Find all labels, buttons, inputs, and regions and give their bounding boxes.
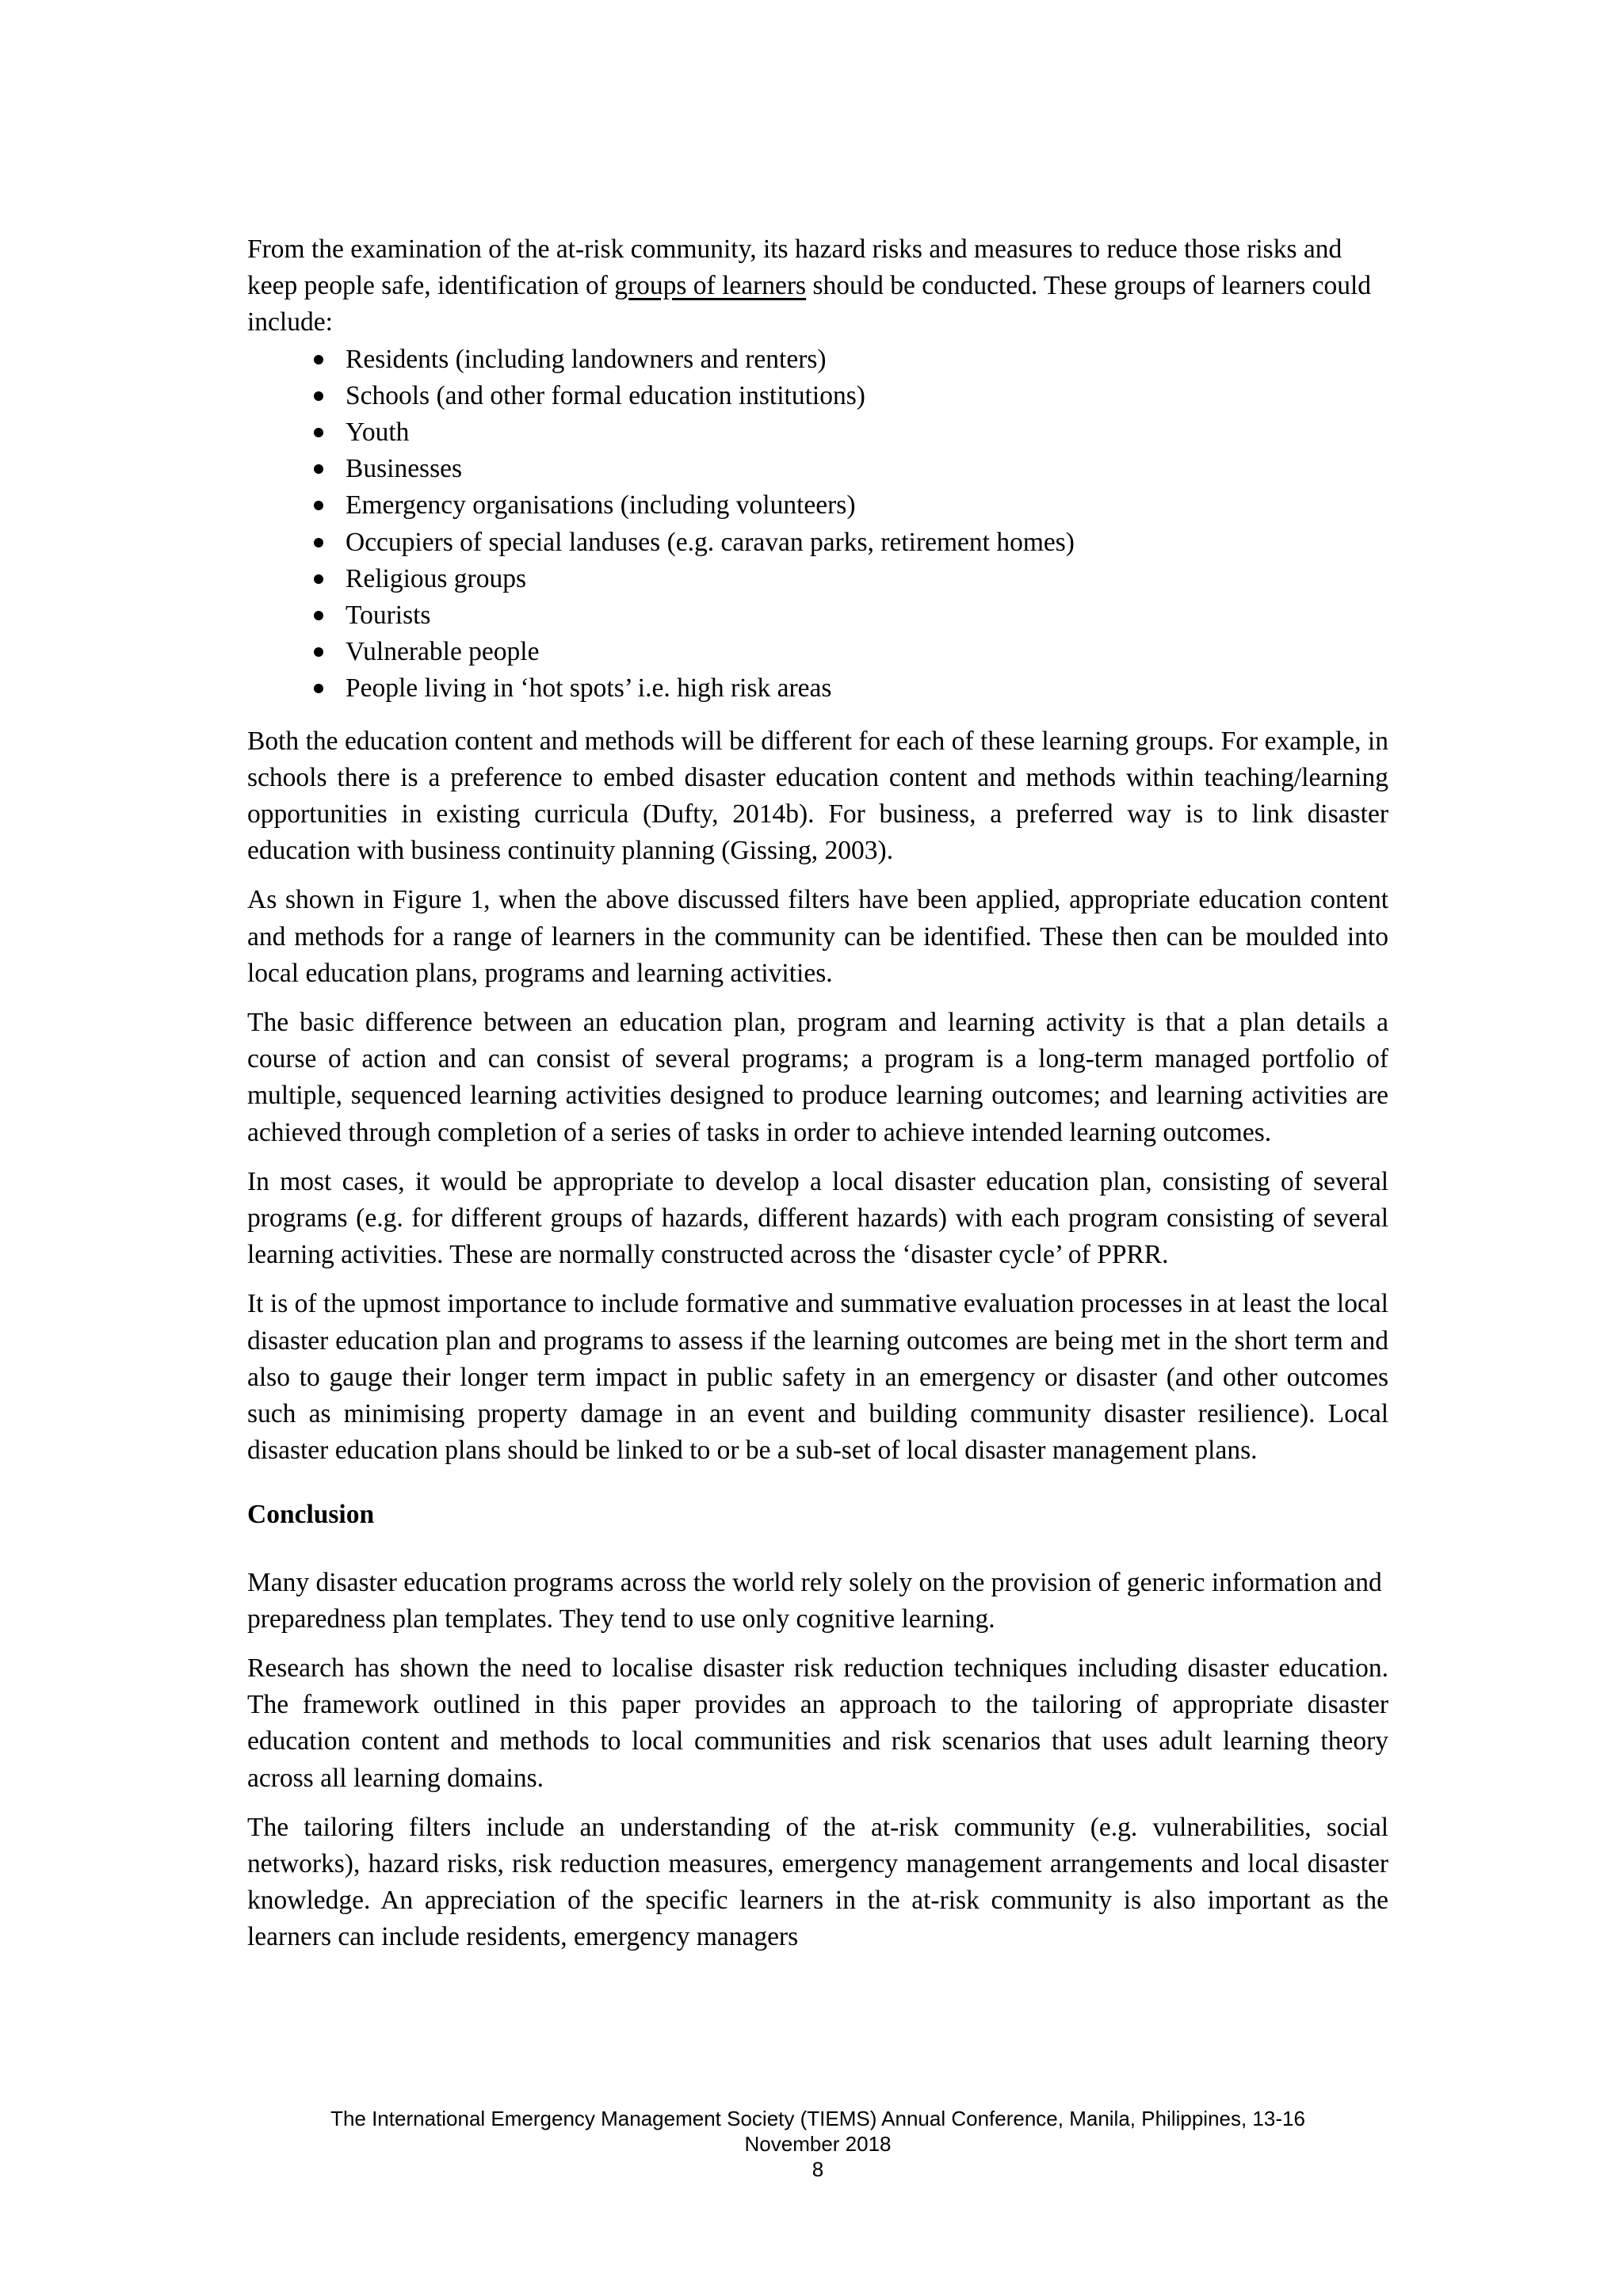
footer-conference-line: The International Emergency Management Society (TIEMS) Annual Conference, Manila, Philippines, 13-16 [330, 2107, 1305, 2130]
body-paragraph-evaluation: It is of the upmost importance to include formative and summative evaluation processes in at least the local disaster education plan and programs to assess if the learning outcomes are being met in the short term and also to gauge their longer term impact in public safety in an emergency or disaster (and other outcomes such as minimising property damage in an event and building community disaster resilience). Local disaster education plans should be linked to or be a sub-set of local disaster management plans. [247, 1289, 1388, 1466]
bullet-icon [314, 428, 323, 437]
list-item-text: People living in ‘hot spots’ i.e. high risk areas [346, 673, 832, 704]
body-paragraph-plan-program-activity: The basic difference between an education plan, program and learning activity is that a plan details a course of action and can consist of several programs; a program is a long-term managed portfolio of multiple, sequenced learning activities designed to produce learning outcomes; and learning activities are achieved through completion of a series of tasks in order to achieve intended learning outcomes. [247, 1008, 1388, 1147]
conclusion-paragraph-research: Research has shown the need to localise disaster risk reduction techniques including disaster education. The framework outlined in this paper provides an approach to the tailoring of appropriate disaster education content and methods to local communities and risk scenarios that uses adult learning theory across all learning domains. [247, 1653, 1388, 1793]
intro-text-after: should be conducted. These groups of learners could include: [247, 271, 1372, 338]
bullet-icon [314, 464, 323, 474]
list-item [314, 670, 1388, 707]
body-paragraph-learning-groups: Both the education content and methods will be different for each of these learning groups. For example, in schools there is a preference to embed disaster education content and methods within teaching/learning opportunities in existing curricula (Dufty, 2014b). For business, a preferred way is to link disaster education with business continuity planning (Gissing, 2003). [247, 726, 1388, 866]
list-item [314, 597, 1388, 634]
list-item-text: Schools (and other formal education institutions) [346, 380, 865, 410]
list-item-text: Emergency organisations (including volunteers) [346, 490, 856, 521]
bullet-icon [314, 647, 323, 657]
conclusion-paragraph-generic-programs: Many disaster education programs across the world rely solely on the provision of generic information and preparedness plan templates. They tend to use only cognitive learning. [247, 1567, 1382, 1634]
body-paragraph-figure-1: As shown in Figure 1, when the above discussed filters have been applied, appropriate education content and methods for a range of learners in the community can be identified. These then can be moulded into local education plans, programs and learning activities. [247, 885, 1388, 988]
bullet-icon [314, 574, 323, 584]
list-item-text: Youth [346, 418, 410, 448]
list-item-text: Tourists [346, 601, 431, 631]
conclusion-heading: Conclusion [247, 1499, 375, 1529]
list-item [314, 524, 1388, 561]
learner-groups-list [247, 341, 1388, 707]
list-item [314, 341, 1388, 378]
list-item-text: Businesses [346, 454, 463, 484]
list-item-text: Occupiers of special landuses (e.g. caravan parks, retirement homes) [346, 527, 1075, 557]
bullet-icon [314, 501, 323, 510]
list-item-text: Vulnerable people [346, 637, 540, 667]
page-footer [247, 2106, 1388, 2182]
groups-of-learners-underlined: groups of learners [614, 271, 807, 301]
document-page [247, 231, 1388, 1969]
list-item [314, 634, 1388, 670]
list-item [314, 378, 1388, 414]
intro-paragraph [247, 231, 1388, 341]
conclusion-paragraph-tailoring-filters: The tailoring filters include an understanding of the at-risk community (e.g. vulnerabilities, social networks), hazard risks, risk reduction measures, emergency management arrangements and local disaster knowledge. An appreciation of the specific learners in the at-risk community is also important as the learners can include residents, emergency managers [247, 1812, 1388, 1952]
list-item-text: Religious groups [346, 563, 526, 593]
list-item [314, 414, 1388, 451]
bullet-icon [314, 391, 323, 401]
bullet-icon [314, 538, 323, 547]
footer-date-line: November 2018 [744, 2132, 892, 2156]
list-item [314, 451, 1388, 487]
bullet-icon [314, 684, 323, 693]
bullet-icon [314, 355, 323, 364]
list-item [314, 561, 1388, 597]
body-paragraph-local-plan: In most cases, it would be appropriate to develop a local disaster education plan, consisting of several programs (e.g. for different groups of hazards, different hazards) with each program consisting of several learning activities. These are normally constructed across the ‘disaster cycle’ of PPRR. [247, 1166, 1388, 1270]
list-item [314, 487, 1388, 524]
bullet-icon [314, 611, 323, 620]
list-item-text: Residents (including landowners and renters) [346, 344, 827, 374]
intro-text-before: From the examination of the at-risk community, its hazard risks and measures to reduce those risks and keep people safe, identification of [247, 235, 1342, 301]
page-number: 8 [812, 2157, 824, 2181]
